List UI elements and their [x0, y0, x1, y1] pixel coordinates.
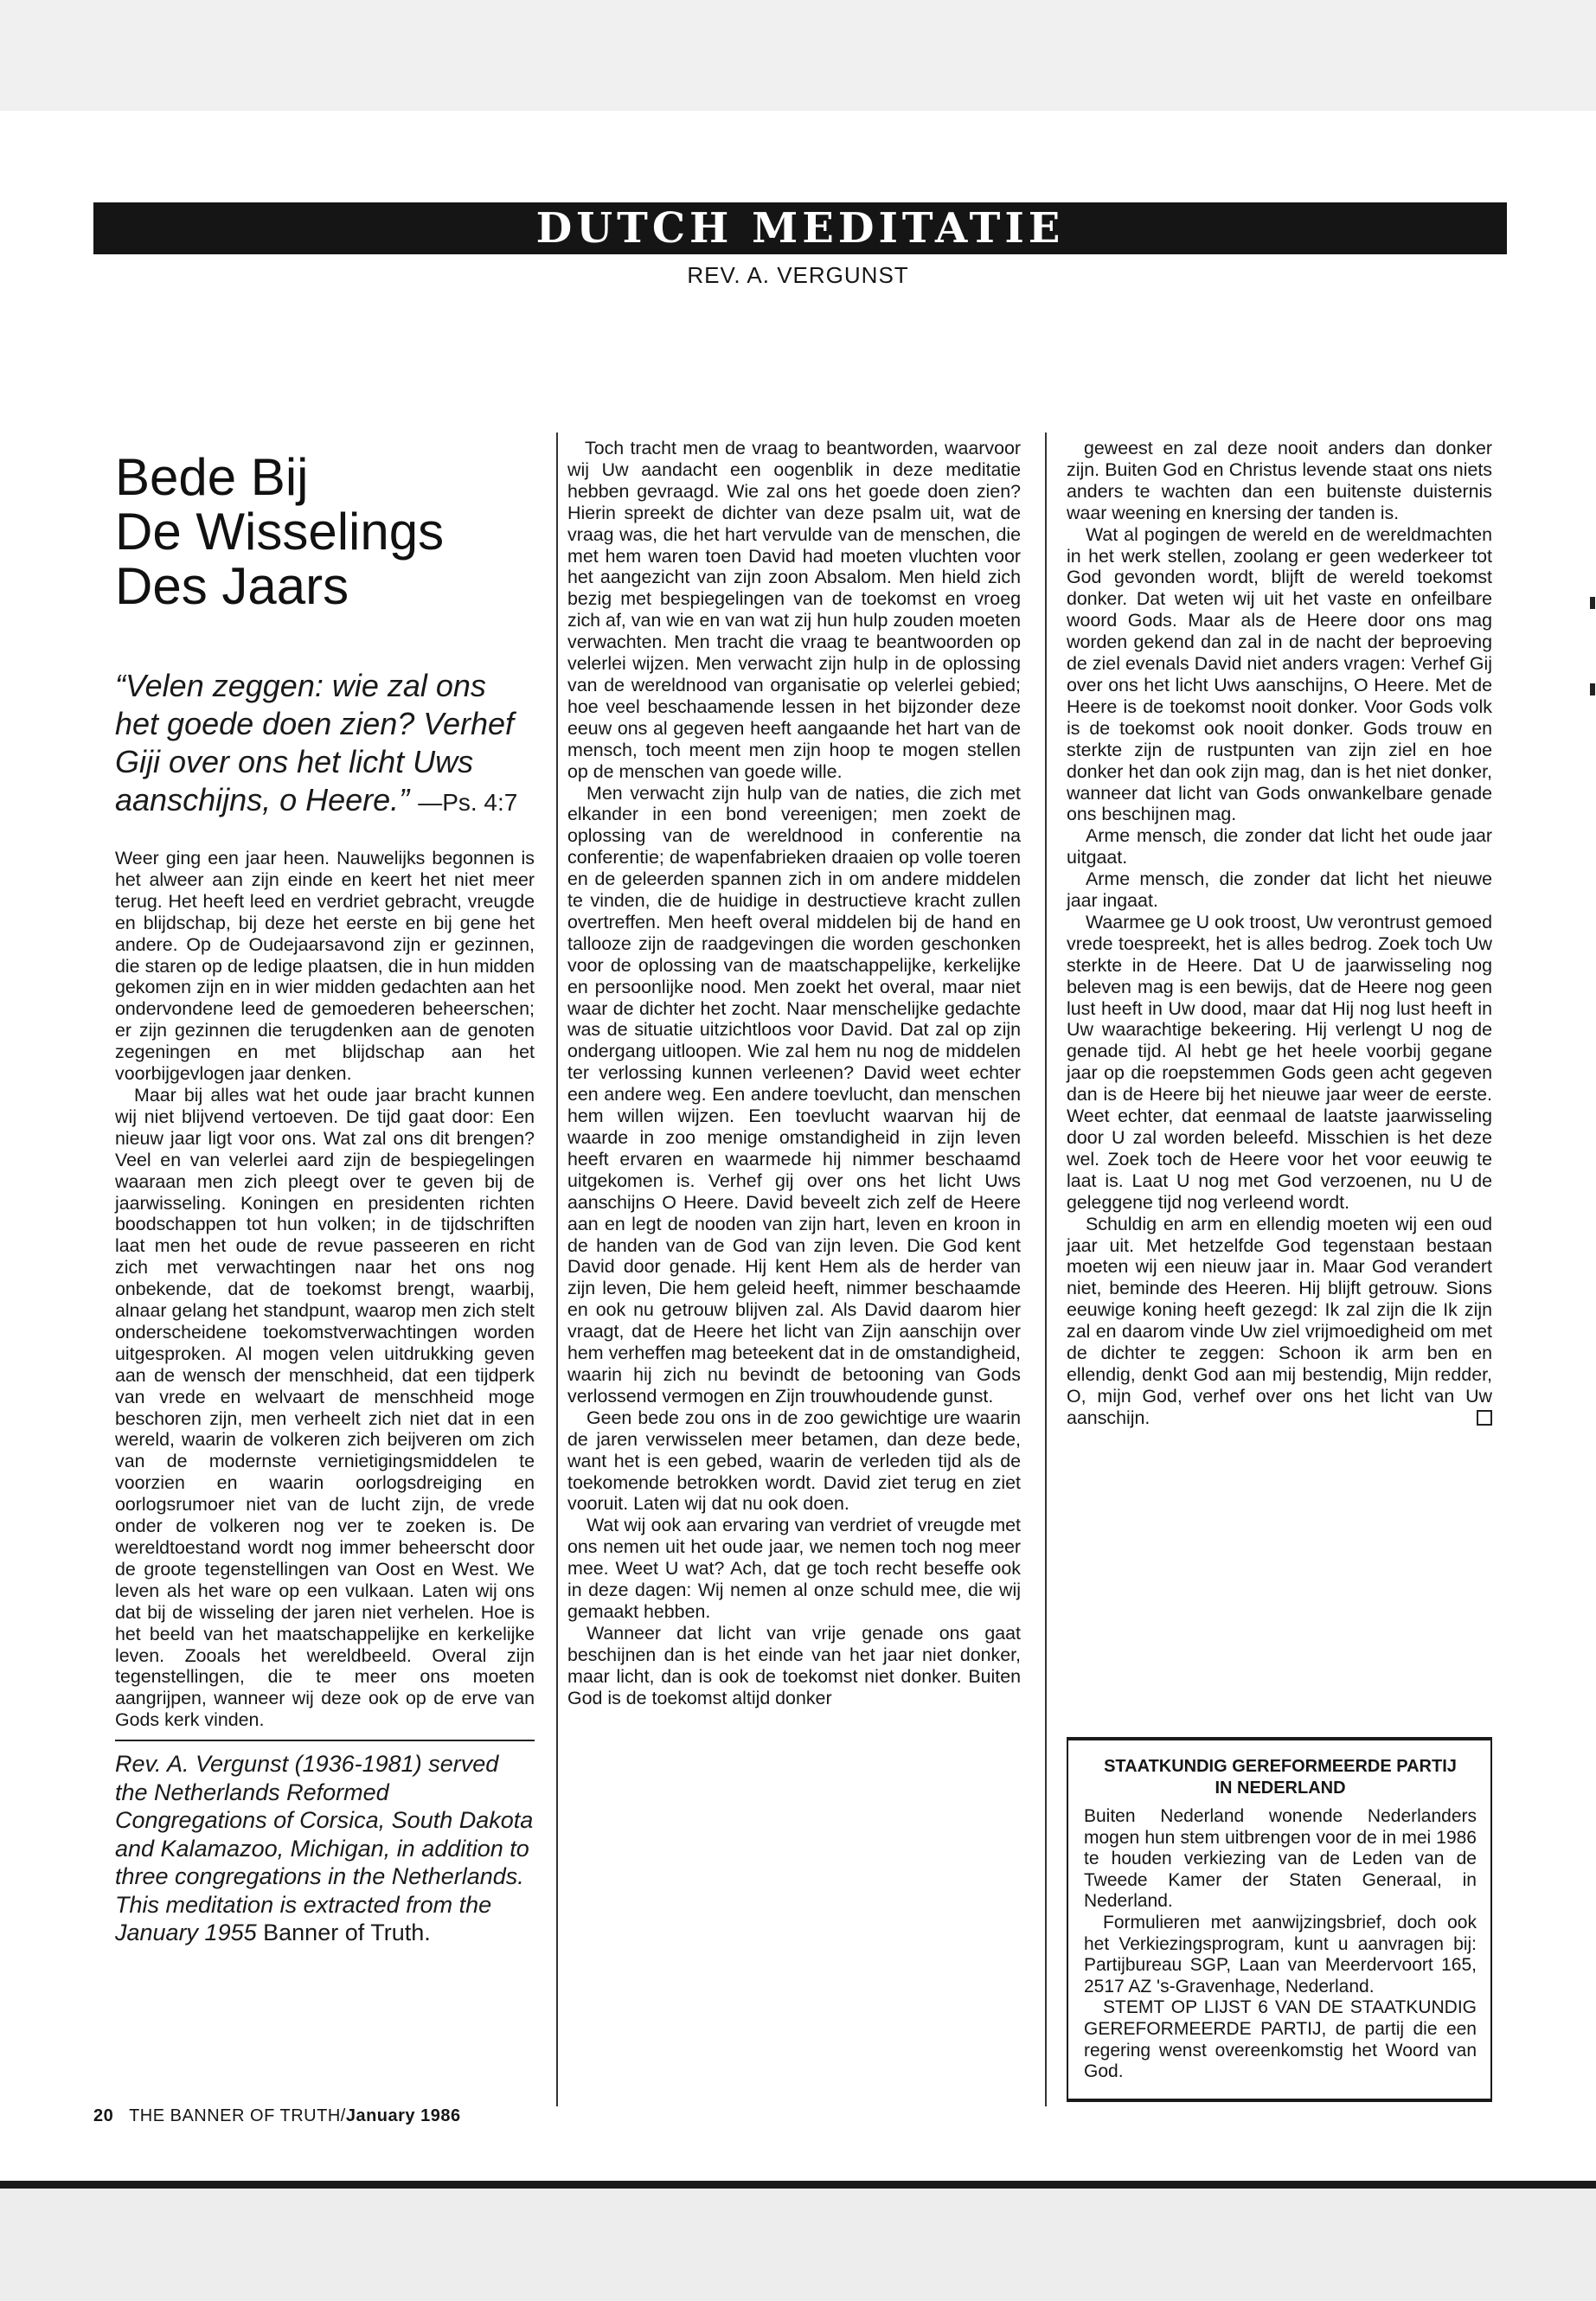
column-3	[1067, 438, 1492, 1429]
paragraph: Schuldig en arm en ellendig moeten wij een oud jaar uit. Met hetzelfde God tegenstaan bestaan moeten wij een nieuw jaar in. Maar God verandert niet, beminde des Heeren. Hij blijft getrouw. Sions eeuwige koning heeft gezegd: Ik zal zijn die Ik zijn zal en daarom vinde Uw ziel vrijmoedigheid om met de dichter te zeggen: Schoon ik arm ben en ellendig, denkt God aan mij bestendig, Mijn redder, O, mijn God, verhef over ons het licht van Uw aanschijn.	[1067, 1213, 1492, 1428]
scan-edge-line	[0, 2181, 1596, 2189]
section-title: DUTCH MEDITATIE	[535, 204, 1065, 253]
paragraph: geweest en zal deze nooit anders dan donker zijn. Buiten God en Christus levende staat ons niets anders te wachten dan een buitenste duisternis waar weening en knersing der tanden is.	[1067, 438, 1492, 523]
publication-name: THE BANNER OF TRUTH/	[129, 2106, 346, 2125]
sgp-notice-box	[1067, 1737, 1492, 2102]
scan-margin-top	[0, 0, 1596, 111]
end-mark-icon	[1477, 1410, 1492, 1426]
paragraph: Wanneer dat licht van vrije genade ons gaat beschijnen dan is het einde van het jaar niet donker, maar licht, dan is ook de toekomst niet donker. Buiten God is de toekomst altijd donker	[567, 1622, 1021, 1708]
page-footer	[93, 2106, 461, 2126]
paragraph: Arme mensch, die zonder dat licht het nieuwe jaar ingaat.	[1067, 868, 1492, 912]
page-number: 20	[93, 2106, 114, 2125]
issue-date: January 1986	[345, 2106, 461, 2125]
divider	[115, 1740, 535, 1741]
author-bio: Rev. A. Vergunst (1936-1981) served the Netherlands Reformed Congregations of Corsica, South Dakota and Kalamazoo, Michigan, in addition to three congregations in the Netherlands. This meditation is extracted from the January 1955 Banner of Truth.	[115, 1751, 534, 1946]
paragraph: Buiten Nederland wonende Nederlanders mogen hun stem uitbrengen voor de in mei 1986 te houden verkiezing van de Leden van de Tweede Kamer der Staten Generaal, in Nederland.	[1084, 1806, 1477, 1912]
paragraph: Wat al pogingen de wereld en de wereldmachten in het werk stellen, zoolang er geen wederkeer tot God gevonden wordt, blijft de wereld toekomst donker. Dat weten wij uit het vaste en onfeilbare woord Gods. Maar als de Heere door ons mag worden gekend dan zal in de nacht der beproeving de ziel evenals David niet anders vragen: Verhef Gij over ons het licht Uws aanschijns, O Heere. Met de Heere is de toekomst nooit donker. Voor Gods volk is de toekomst ook nooit donker. Gods trouw en sterkte zijn de rustpunten van zijn ziel en hoe donker het dan ook zijn mag, dan is het niet donker, wanneer dat licht van Gods onwankelbare genade ons beschijnen mag.	[1067, 523, 1492, 825]
author-byline: REV. A. VERGUNST	[687, 262, 909, 288]
paragraph: Wat wij ook aan ervaring van verdriet of vreugde met ons nemen uit het oude jaar, we nemen toch nog meer mee. Weet U wat? Ach, dat ge toch recht beseffe ook in deze dagen: Wij nemen al onze schuld mee, die wij gemaakt hebben.	[567, 1515, 1021, 1622]
paragraph: STEMT OP LIJST 6 VAN DE STAATKUNDIG GEREFORMEERDE PARTIJ, de partij die een regering wenst overeenkomstig het Woord van God.	[1084, 1997, 1477, 2082]
paragraph: Maar bij alles wat het oude jaar bracht kunnen wij niet blijvend vertoeven. De tijd gaat door: Een nieuw jaar ligt voor ons. Wat zal ons dit brengen? Veel en van velerlei aard zijn de bespiegelingen waaraan men zich pleegt over te geven bij de jaarwisseling. Koningen en presidenten richten boodschappen tot hun volken; in de tijdschriften laat men het oude de revue passeeren en richt zich met verwachtingen naar het ons nog onbekende, dat de toekomst brengt, waarbij, alnaar gelang het standpunt, waarop men zich stelt onderscheidene toekomstverwachtingen worden uitgesproken. Al mogen velen uitdrukking geven aan de wensch der menschheid, dat een tijdperk van vrede en welvaart de menschheid moge beschoren zijn, men verheelt zich niet dat in een wereld, waarin de volkeren zich beijveren om zich van de modernste vernietigingsmiddelen te voorzien en waarin oorlogsdreiging en oorlogsrumoer niet van de lucht zijn, de vrede onder de volkeren nog ver te zoeken is. De wereldtoestand wordt nog immer beheerscht door de groote tegenstellingen van Oost en West. We leven als het ware op een vulkaan. Laten wij ons dat bij de wisseling der jaren niet verhelen. Hoe is het beeld van het maatschappelijke en kerkelijke leven. Zooals het wereldbeeld. Overal zijn tegenstellingen, die te meer ons moeten aangrijpen, wanneer wij deze ook op de erve van Gods kerk vinden.	[115, 1084, 535, 1731]
sgp-notice-title: STAATKUNDIG GEREFORMEERDE PARTIJ IN NEDERLAND	[1104, 1757, 1457, 1798]
paragraph: Weer ging een jaar heen. Nauwelijks begonnen is het alweer aan zijn einde en keert het niet meer terug. Het heeft leed en verdriet gebracht, vreugde en blijdschap, bij deze het eerste en bij gene het andere. Op de Oudejaarsavond zijn er gezinnen, die staren op de ledige plaatsen, die in hun midden gekomen zijn en in wier midden gedachten aan het ondervondene leed de gemoederen beheerschen; er zijn gezinnen die terugdenken aan de genoten zegeningen en met blijdschap aan het voorbijgevlogen jaar denken.	[115, 848, 535, 1085]
scan-margin-bottom	[0, 2189, 1596, 2301]
paragraph: Formulieren met aanwijzingsbrief, doch ook het Verkiezingsprogram, kunt u aanvragen bij: Partijbureau SGP, Laan van Meerdervoort 165, 2517 AZ 's-Gravenhage, Nederland.	[1084, 1912, 1477, 1997]
column-divider	[556, 433, 558, 2106]
scripture-quote: “Velen zeggen: wie zal ons het goede doen zien? Verhef Giji over ons het licht Uws aanschijns, o Heere.” —Ps. 4:7	[115, 668, 518, 817]
column-2	[567, 438, 1021, 1708]
paragraph: Arme mensch, die zonder dat licht het oude jaar uitgaat.	[1067, 825, 1492, 868]
scan-edge-mark	[1590, 683, 1595, 695]
column-1	[115, 433, 535, 1947]
paragraph: Men verwacht zijn hulp van de naties, die zich met elkander in een bond vereenigen; men zoekt de oplossing van de wereldnood in conferentie na conferentie; de wapenfabrieken draaien op volle toeren en de geleerden spannen zich in om andere middelen te vinden, die de huidige in destructieve kracht zullen overtreffen. Men heeft overal middelen bij de hand en tallooze zijn de raadgevingen die worden geschonken voor de oplossing van de maatschappelijke, kerkelijke en persoonlijke nood. Men zoekt het overal, maar niet waar de dichter het zocht. Naar menschelijke gedachte was de situatie uitzichtloos voor David. Dat zal op zijn ondergang uitloopen. Wie zal hem nu nog de middelen ter verlossing kunnen verleenen? David weet echter een andere weg. Een andere toevlucht, dan menschen hem willen wijzen. Een toevlucht waarvan hij de waarde in zoo menige omstandigheid in zijn leven heeft ervaren en waarmede hij nimmer beschaamd uitgekomen is. Verhef gij over ons het licht Uws aanschijns O Heere. David beveelt zich zelf de Heere aan en legt de nooden van zijn hart, leven en kroon in de handen van de God van zijn leven. Die God kent David door genade. Hij kent Hem als de herder van zijn leven, Die hem geleid heeft, nimmer beschaamde en ook nu getrouw blijven zal. Als David daarom hier vraagt, dat de Heere het licht van Zijn aanschijn over hem verheffen mag beteekent dat in de omstandigheid, waarin hij zich nu bevindt de betooning van Gods verlossend vermogen en Zijn trouwhoudende gunst.	[567, 782, 1021, 1407]
paragraph: Geen bede zou ons in de zoo gewichtige ure waarin de jaren verwisselen meer betamen, dan deze bede, want het is een gebed, waarin de verleden tijd als de toekomende betrokken wordt. David ziet terug en ziet vooruit. Laten wij dat nu ook doen.	[567, 1407, 1021, 1515]
paragraph: Toch tracht men de vraag to beantworden, waarvoor wij Uw aandacht een oogenblik in deze meditatie hebben gevraagd. Wie zal ons het goede doen zien? Hierin spreekt de dichter van deze psalm uit, wat de vraag was, die het hart vervulde van de menschen, die met hem waren toen David had moeten vluchten voor het aangezicht van zijn zoon Absalom. Men hield zich bezig met bespiegelingen van de toekomst en vroeg zich af, van wie en van wat zij hun hulp zouden moeten verwachten. Men tracht die vraag te beantwoorden op velerlei wijzen. Men verwacht zijn hulp in de oplossing van de wereldnood van organisatie op velerlei gebied; hoe veel beschaamende lessen in het bijzonder deze eeuw ons al gegeven heeft aangaande het hart van de mensch, toch meent men zijn hoop te mogen stellen op de menschen van goede wille.	[567, 438, 1021, 782]
scan-edge-mark	[1590, 597, 1595, 609]
scripture-reference: —Ps. 4:7	[418, 789, 518, 816]
article-title: Bede Bij De Wisselings Des Jaars	[115, 448, 445, 615]
column-divider	[1045, 433, 1047, 2106]
paragraph: Waarmee ge U ook troost, Uw verontrust gemoed vrede toespreekt, het is alles bedrog. Zoek toch Uw sterkte in de Heere. Dat U de jaarwisseling nog beleven mag is een bewijs, dat de Heere nog geen lust heeft in Uw dood, maar dat Hij nog lust heeft in Uw waarachtige bekeering. Hij verlengt U nog de genade tijd. Al hebt ge het heele voorbij gegane jaar op die roepstemmen Gods geen acht gegeven dan is de Heere bij het nieuwe jaar weer de eerste. Weet echter, dat eenmaal de laatste jaarwisseling door U zal worden beleefd. Misschien is het deze wel. Zoek toch de Heere voor het voor eeuwig te laat is. Laat U nog met God verzoenen, nu U de geleggene tijd nog verleend wordt.	[1067, 911, 1492, 1213]
section-banner	[93, 202, 1507, 254]
